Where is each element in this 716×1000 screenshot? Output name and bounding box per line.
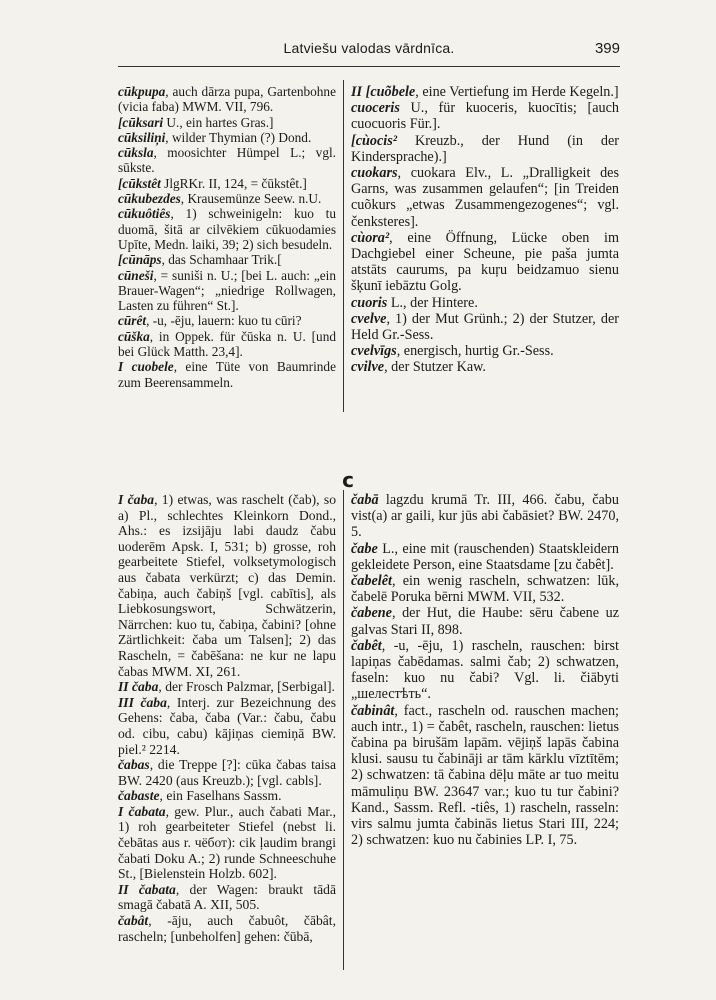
entry-headword: cùora² [351, 229, 390, 246]
entry-headword: cuokars [351, 165, 398, 182]
entry-headword: II čabata [118, 881, 176, 897]
dictionary-entry: čabelêt, ein wenig rascheln, schwatzen: lūk, čabelē Poruka bērni MWM. VII, 532. [351, 573, 619, 606]
entry-headword: cvelve [351, 310, 387, 327]
dictionary-entry: II [cuõbele, eine Vertiefung im Herde Kegeln.] [351, 84, 619, 100]
dictionary-entry: cūneši, = suniši n. U.; [bei L. auch: „ein Brauer-Wagen“; „niedrige Rollwagen, Lasten zu führen“ St.]. [118, 267, 336, 314]
dictionary-entry: II čabata, der Wagen: braukt tādā smagā čabatā A. XII, 505. [118, 881, 336, 913]
entry-headword: cūkuôtiês [118, 206, 171, 222]
dictionary-entry: čabêt, -u, -ēju, 1) rascheln, rauschen: birst lapiņas čabēdamas. salmi čab; 2) schwatzen, faseln: kuo nu čabi? Vgl. li. čiābyti „шелестѣть“. [351, 637, 619, 703]
dictionary-entry: čabât, -āju, auch čabuôt, čābât, rascheln; [unbeholfen] gehen: čūbā, [118, 913, 336, 944]
entry-headword: II [cuõbele [351, 84, 416, 100]
entry-headword: čabas [118, 757, 150, 773]
entry-headword: II čaba [118, 679, 159, 695]
entry-headword: cūška [118, 328, 150, 344]
entry-headword: [cūkstêt [118, 175, 161, 191]
dictionary-entry: III čaba, Interj. zur Bezeichnung des Gehens: čaba, čaba (Var.: čabu, čabu od. cibu, cabu) kājiņas ciemiņā BW. piel.² 2214. [118, 694, 336, 757]
dictionary-entry: I cuobele, eine Tüte von Baumrinde zum Beerensammeln. [118, 359, 336, 390]
entry-headword: cūneši [118, 267, 154, 283]
dictionary-entry: cūkubezdes, Krausemünze Seew. n.U. [118, 191, 322, 207]
dictionary-entry: cuokars, cuokara Elv., L. „Dralligkeit des Garns, was zusammen gelaufen“; [in Treiden cuõkurs „etwas Zusammengezogenes“; vgl. čenksteres]. [351, 165, 619, 230]
dictionary-entry: cūksiliņi, wilder Thymian (?) Dond. [118, 129, 312, 145]
dictionary-entry: cuoris L., der Hintere. [351, 294, 478, 311]
entry-headword: cvilve [351, 359, 385, 376]
entry-headword: cūksiliņi [118, 129, 166, 145]
dictionary-entry: čabe L., eine mit (rauschenden) Staatskleidern gekleidete Person, eine Staatsdame [zu čabêt]. [351, 540, 619, 573]
entry-headword: cūkpupa [118, 84, 166, 99]
column-top-left [118, 84, 336, 390]
dictionary-entry: I čabata, gew. Plur., auch čabati Mar., 1) roh gearbeiteter Stiefel (nebst li. čebātas aus r. чёбот): cik ļaudim brangi čabati Doku A.; 2) runde Schneeschuhe St., [Bielenstein Holzb. 602]. [118, 803, 336, 882]
entry-headword: I čabata [118, 803, 166, 819]
dictionary-entry: cvelve, 1) der Mut Grünh.; 2) der Stutzer, der Held Gr.-Sess. [351, 310, 619, 344]
entry-headword: čabêt [351, 637, 382, 654]
entry-headword: I cuobele [118, 359, 174, 375]
dictionary-entry: cvilve, der Stutzer Kaw. [351, 359, 486, 376]
entry-headword: čabā [351, 492, 379, 508]
entry-headword: cuoceris [351, 100, 400, 117]
entry-headword: cūkubezdes [118, 191, 181, 207]
entry-headword: [cūnāps [118, 252, 162, 268]
dictionary-entry: čabas, die Treppe [?]: cūka čabas taisa BW. 2420 (aus Kreuzb.); [vgl. cabls]. [118, 757, 336, 788]
dictionary-entry: I čaba, 1) etwas, was raschelt (čab), so a) Pl., schlechtes Kleinkorn Dond., Ahs.: es izsijāju labi daudz čabu uoderēm Apsk. I, 531; b) grosse, roh gearbeitete Stiefel, volksetymologisch aus čabata verkürzt; c) das Demin. čabiņa, auch čabiņš [vgl. cabītis], als Liebkosungswort, Schwätzerin, Närrchen: kuo tu, čabiņa, čabini? [ohne Zärtlichkeit: čaba um Talsen]; 2) das Rascheln, = čabēšana: ne kur ne lapu čabas MWM. XI, 261. [118, 492, 336, 679]
entry-headword: čabât [118, 913, 149, 929]
dictionary-entry: cūška, in Oppek. für čūska n. U. [und bei Glück Matth. 23,4]. [118, 328, 336, 360]
entry-headword: čabe [351, 540, 378, 557]
header-rule [118, 66, 620, 67]
entry-headword: [cūksari [118, 114, 164, 130]
dictionary-entry: čabā lagzdu krumā Tr. III, 466. čabu, čabu vist(a) ar gaili, kur jūs abi čabāsiet? BW. 2470, 5. [351, 492, 619, 541]
dictionary-entry: [cūnāps, das Schamhaar Trik.[ [118, 252, 282, 268]
column-top-right [351, 84, 619, 376]
entry-headword: [cùocis² [351, 132, 398, 149]
dictionary-entry: čabaste, ein Faselhans Sassm. [118, 788, 282, 804]
entry-headword: cūksla [118, 145, 154, 161]
page-header [118, 40, 620, 62]
entry-headword: cvelvīgs [351, 343, 397, 360]
dictionary-entry: cvelvīgs, energisch, hurtig Gr.-Sess. [351, 343, 554, 360]
dictionary-entry: II čaba, der Frosch Palzmar, [Serbigal]. [118, 679, 335, 695]
dictionary-entry: cuoceris U., für kuoceris, kuocītis; [auch cuocuoris Für.]. [351, 100, 619, 133]
entry-headword: cūrêt [118, 313, 147, 329]
dictionary-entry: čabene, der Hut, die Haube: sēru čabene uz galvas Stari II, 898. [351, 605, 619, 638]
entry-headword: čabaste [118, 788, 160, 804]
dictionary-entry: čabinât, fact., rascheln od. rauschen machen; auch intr., 1) = čabêt, rascheln, rauschen: lietus čabina pa birušām lapām. vējiņš lapās čabina klusi. sausu tu čabināji ar tām kārklu vīztītēm; 2) schwatzen: tā čabina dēļu māte ar tuo meitu māmuliņu BW. 23647 var.; kuo tu tur čabini? Kand., Sassm. Refl. -tiês, 1) rascheln, rasseln: virs salmu jumta čabinās lietus Stari III, 224; 2) schwatzen: kuo nu čabinies LP. I, 75. [351, 702, 619, 849]
column-bottom-left [118, 492, 336, 944]
dictionary-entry: cùora², eine Öffnung, Lücke oben im Dachgiebel einer Scheune, pie paša jumta atstāts caurums, pa kuŗu beidzamuo sienu šķunī iebāztu Golg. [351, 229, 619, 295]
dictionary-entry: cūkpupa, auch dārza pupa, Gartenbohne (vicia faba) MWM. VII, 796. [118, 84, 336, 115]
entry-headword: I čaba [118, 492, 155, 507]
dictionary-entry: [cùocis² Kreuzb., der Hund (in der Kindersprache).] [351, 132, 619, 165]
entry-headword: cuoris [351, 294, 388, 311]
entry-headword: III čaba [118, 694, 167, 710]
column-divider-top [343, 80, 344, 412]
column-bottom-right [351, 492, 619, 848]
dictionary-entry: [cūkstêt JlgRKr. II, 124, = čūkstêt.] [118, 175, 307, 191]
page-title: Latviešu valodas vārdnīca. [283, 40, 455, 56]
entry-headword: čabelêt [351, 573, 392, 590]
dictionary-entry: [cūksari U., ein hartes Gras.] [118, 114, 274, 130]
dictionary-entry: cūksla, moosichter Hümpel L.; vgl. sūkste. [118, 145, 336, 176]
dictionary-entry: cūkuôtiês, 1) schweinigeln: kuo tu duomā, šitā ar cilvēkiem cūkuodamies Upīte, Medn. laiki, 39; 2) sich besudeln. [118, 206, 336, 252]
entry-headword: čabinât [351, 702, 395, 719]
page-number: 399 [594, 40, 620, 57]
section-letter-heading: c [342, 468, 354, 492]
column-divider-bottom [343, 490, 344, 970]
dictionary-entry: cūrêt, -u, -ēju, lauern: kuo tu cūri? [118, 313, 302, 329]
entry-headword: čabene [351, 605, 392, 622]
